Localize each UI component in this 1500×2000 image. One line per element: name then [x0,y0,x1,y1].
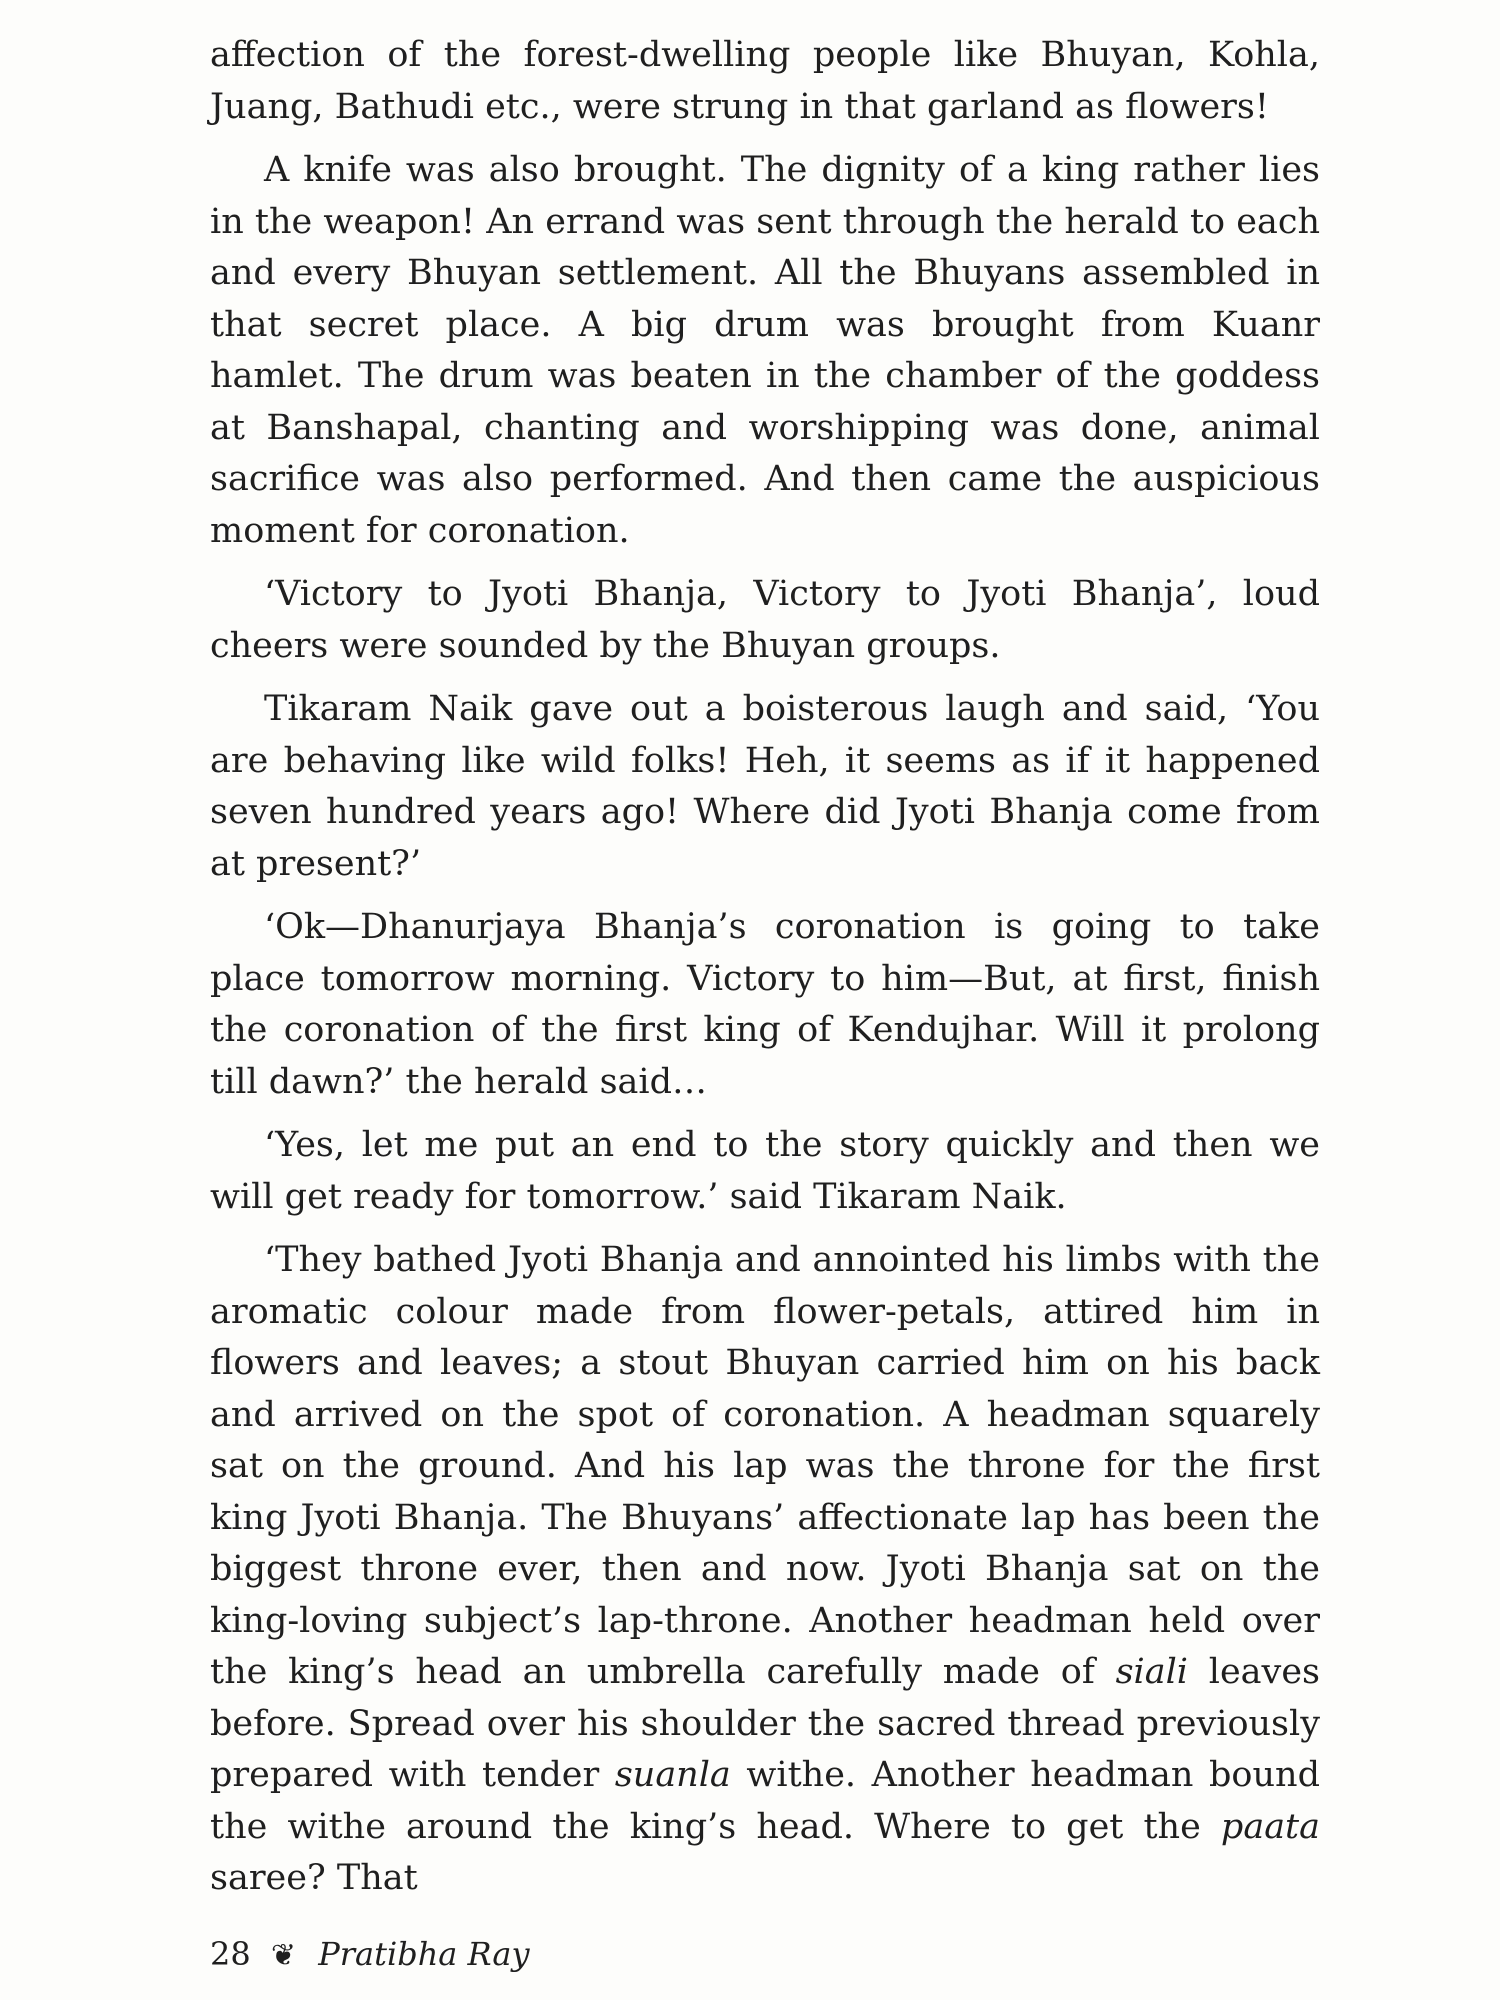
paragraph [210,569,1320,672]
paragraph [210,1120,1320,1223]
italic-term: paata [1220,1806,1320,1847]
paragraph [210,145,1320,557]
paragraph [210,30,1320,133]
paragraph [210,1235,1320,1905]
fleuron-ornament-icon: ❦ [270,1938,297,1973]
paragraph-text: saree? That [210,1858,418,1898]
paragraph-text: ‘They bathed Jyoti Bhanja and annointed his limbs with the aromatic colour made from flower-petals, attired him in flowers and leaves; a stout Bhuyan carried him on his back and arrived on the spot of coronation. A headman squarely sat on the ground. And his lap was the throne for the first king Jyoti Bhanja. The Bhuyans’ affectionate lap has been the biggest throne ever, then and now. Jyoti Bhanja sat on the king-loving subject’s lap-throne. Another headman held over the king’s head an umbrella carefully made of [210,1240,1320,1692]
paragraph-text: ‘Yes, let me put an end to the story quickly and then we will get ready for tomorrow.’ said Tikaram Naik. [210,1125,1320,1217]
paragraph-text: withe. Another headman bound the withe around the king’s head. Where to get the [210,1755,1320,1847]
paragraph-text: leaves before. Spread over his shoulder the sacred thread previously prepared with tender [210,1652,1320,1795]
paragraph-text: ‘Ok—Dhanurjaya Bhanja’s coronation is going to take place tomorrow morning. Victory to him—But, at first, finish the coronation of the first king of Kendujhar. Will it prolong till dawn?’ the herald said… [210,907,1320,1102]
paragraph [210,902,1320,1108]
page-number: 28 [210,1935,251,1973]
paragraph-text: Tikaram Naik gave out a boisterous laugh and said, ‘You are behaving like wild folks! Heh, it seems as if it happened seven hundred years ago! Where did Jyoti Bhanja come from at present?’ [210,689,1320,884]
paragraph-text: affection of the forest-dwelling people like Bhuyan, Kohla, Juang, Bathudi etc., were strung in that garland as flowers! [210,35,1320,127]
body-text [210,30,1320,1917]
paragraph [210,684,1320,890]
italic-term: siali [1115,1652,1188,1692]
italic-term: suanla [614,1755,731,1795]
paragraph-text: A knife was also brought. The dignity of a king rather lies in the weapon! An errand was sent through the herald to each and every Bhuyan settlement. All the Bhuyans assembled in that secret place. A big drum was brought from Kuanr hamlet. The drum was beaten in the chamber of the goddess at Banshapal, chanting and worshipping was done, animal sacrifice was also performed. And then came the auspicious moment for coronation. [210,150,1320,551]
author-name: Pratibha Ray [318,1935,530,1973]
paragraph-text: ‘Victory to Jyoti Bhanja, Victory to Jyoti Bhanja’, loud cheers were sounded by the Bhuyan groups. [210,574,1320,666]
page-footer [210,1935,530,1973]
